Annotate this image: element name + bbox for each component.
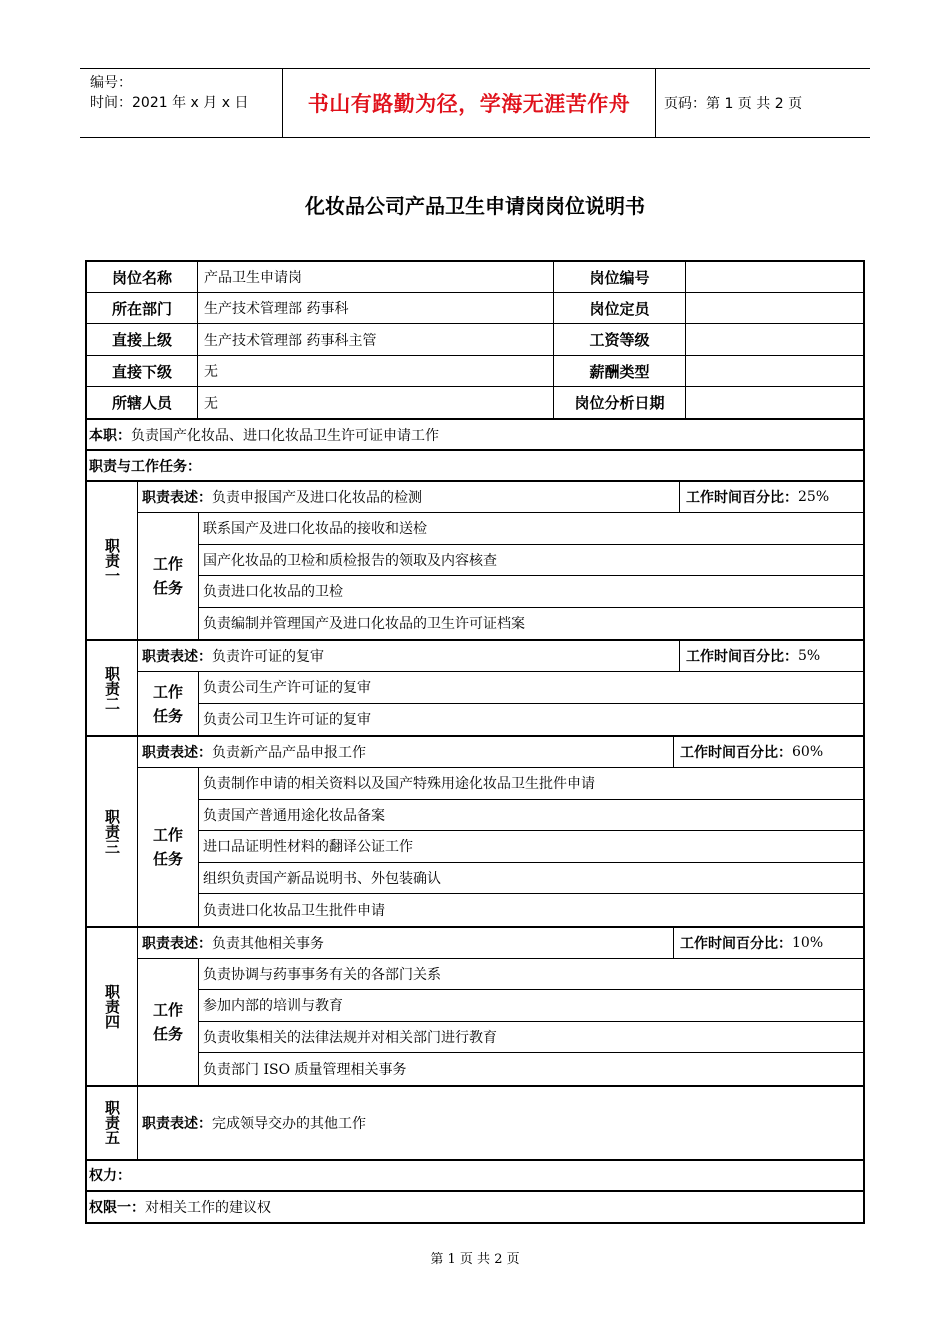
- task-item: 负责收集相关的法律法规并对相关部门进行教育: [199, 1022, 863, 1054]
- task-item: 参加内部的培训与教育: [199, 990, 863, 1022]
- duty-statement-row: 职责表述： 负责申报国产及进口化妆品的检测 工作时间百分比： 25%: [138, 482, 863, 513]
- duty-section: [87, 641, 863, 737]
- info-row: [87, 262, 863, 293]
- duty-statement-row: 职责表述： 负责新产品产品申报工作 工作时间百分比： 60%: [138, 737, 863, 768]
- task-item: 国产化妆品的卫检和质检报告的领取及内容核查: [199, 545, 863, 577]
- page-footer: 第 1 页 共 2 页: [430, 1252, 520, 1267]
- info-label: 直接上级: [111, 331, 172, 349]
- duty-section: [87, 482, 863, 641]
- info-label-2: 岗位分析日期: [553, 387, 685, 418]
- task-item: 负责进口化妆品卫生批件申请: [203, 902, 385, 919]
- info-row: [87, 387, 863, 420]
- info-value: 产品卫生申请岗: [197, 262, 553, 292]
- info-label-2: 岗位定员: [553, 293, 685, 323]
- main-duty-text: 负责国产化妆品、进口化妆品卫生许可证申请工作: [131, 427, 439, 444]
- info-value-2: [685, 356, 863, 386]
- task-item: 负责编制并管理国产及进口化妆品的卫生许可证档案: [203, 616, 525, 633]
- info-label-2: 薪酬类型: [553, 356, 685, 386]
- task-block: [138, 768, 863, 926]
- task-item: 组织负责国产新品说明书、外包装确认: [199, 863, 863, 895]
- info-label: 所在部门: [111, 299, 172, 318]
- time-label: 时间：2021 年 x 月 x 日: [90, 95, 249, 111]
- info-value-2: [685, 262, 863, 292]
- header-page-info: 页码：第 1 页 共 2 页: [664, 96, 803, 112]
- duty-section: 职责五 职责表述： 完成领导交办的其他工作: [87, 1087, 863, 1161]
- header-meta: [90, 73, 248, 113]
- info-value-2: [685, 387, 863, 418]
- duty-label: 职责二: [103, 665, 121, 711]
- info-label: 岗位名称: [111, 268, 172, 287]
- task-block: [138, 513, 863, 639]
- time-percent: 10%: [792, 934, 824, 951]
- main-duty: [87, 420, 439, 449]
- task-block: [138, 672, 863, 735]
- task-item: 负责公司卫生许可证的复审: [203, 712, 371, 729]
- time-percent: 25%: [798, 489, 830, 505]
- duty-statement-row: 职责表述： 负责其他相关事务 工作时间百分比： 10%: [138, 928, 863, 959]
- task-item: 负责公司生产许可证的复审: [199, 672, 863, 704]
- info-row: [87, 293, 863, 324]
- task-item: 负责进口化妆品的卫检: [199, 576, 863, 608]
- task-item: 进口品证明性材料的翻译公证工作: [199, 831, 863, 863]
- duty-statement-row: 职责表述： 负责许可证的复审 工作时间百分比： 5%: [138, 641, 863, 672]
- info-value: 生产技术管理部 药事科: [197, 293, 553, 323]
- number-label: 编号：: [90, 75, 132, 91]
- task-item: 负责部门 ISO 质量管理相关事务: [203, 1061, 407, 1078]
- duty-statement: 负责其他相关事务: [212, 935, 324, 952]
- info-row: [87, 356, 863, 387]
- authority-header-row: [87, 1161, 863, 1192]
- authority-item-text: 对相关工作的建议权: [145, 1199, 271, 1216]
- page-header: [80, 68, 870, 138]
- info-label-2: 工资等级: [553, 324, 685, 355]
- tasks-label: 工作任务: [152, 825, 183, 868]
- duty-label: 职责五: [103, 1100, 121, 1145]
- duty-statement: 负责申报国产及进口化妆品的检测: [212, 490, 422, 506]
- main-duty-row: [87, 420, 863, 451]
- authority-item-row: [87, 1192, 863, 1222]
- time-percent: 5%: [798, 648, 821, 664]
- info-value-2: [685, 293, 863, 323]
- task-block: [138, 959, 863, 1085]
- task-item: 负责制作申请的相关资料以及国产特殊用途化妆品卫生批件申请: [199, 768, 863, 800]
- duty-statement: 完成领导交办的其他工作: [212, 1115, 366, 1132]
- tasks-label: 工作任务: [152, 682, 183, 725]
- duty-label: 职责一: [103, 538, 121, 583]
- duty-statement: 负责许可证的复审: [212, 649, 324, 665]
- main-duty-label: 本职：: [89, 427, 131, 444]
- duty-section: [87, 737, 863, 928]
- duties-header: 职责与工作任务：: [89, 458, 201, 475]
- duties-header-row: [87, 451, 863, 482]
- info-value-2: [685, 324, 863, 355]
- info-row: [87, 324, 863, 356]
- tasks-label: 工作任务: [152, 1000, 183, 1043]
- time-percent: 60%: [792, 744, 824, 760]
- info-label: 所辖人员: [111, 394, 172, 412]
- info-value: 生产技术管理部 药事科主管: [197, 324, 553, 355]
- header-motto: 书山有路勤为径，学海无涯苦作舟: [282, 69, 656, 137]
- authority-label: 权力：: [89, 1168, 131, 1184]
- duty-section: [87, 928, 863, 1087]
- tasks-label: 工作任务: [152, 555, 183, 597]
- info-label: 直接下级: [111, 362, 172, 381]
- authority-item-label: 权限一：: [89, 1199, 145, 1216]
- task-item: 联系国产及进口化妆品的接收和送检: [199, 513, 863, 545]
- duty-label: 职责三: [103, 808, 121, 854]
- job-description-table: [85, 260, 865, 1224]
- info-value: 无: [197, 387, 553, 418]
- authority-item: [87, 1192, 271, 1222]
- info-label-2: 岗位编号: [553, 262, 685, 292]
- task-item: 负责协调与药事事务有关的各部门关系: [199, 959, 863, 991]
- task-item: 负责国产普通用途化妆品备案: [199, 800, 863, 832]
- duty-label: 职责四: [103, 983, 121, 1029]
- duty-statement: 负责新产品产品申报工作: [212, 745, 366, 761]
- info-value: 无: [197, 356, 553, 386]
- document-title: 化妆品公司产品卫生申请岗岗位说明书: [305, 194, 645, 218]
